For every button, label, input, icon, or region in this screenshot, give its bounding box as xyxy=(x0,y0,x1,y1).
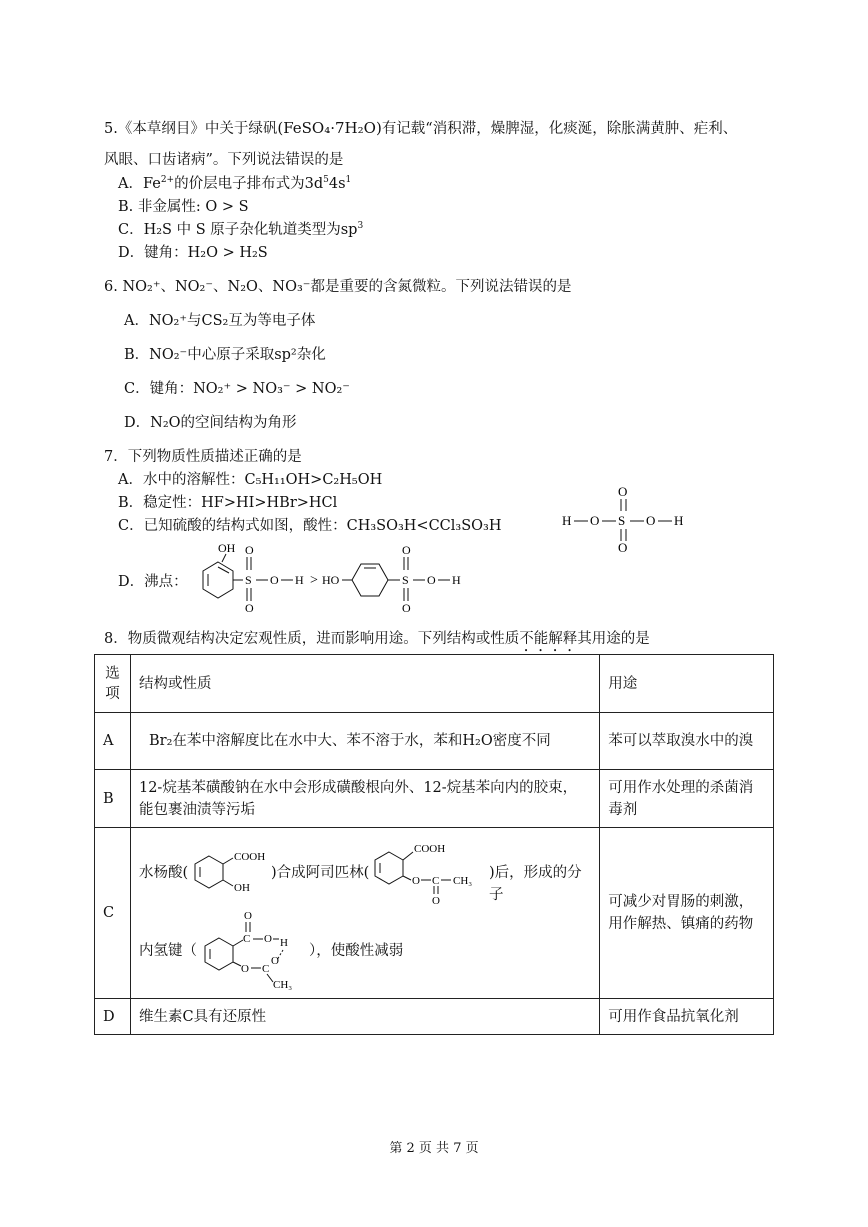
svg-text:O: O xyxy=(245,601,254,615)
q5-option-a: A．$Fe^{2+}$的价层电子排布式为$3d^54s^1$ xyxy=(118,175,352,192)
svg-text:OH: OH xyxy=(218,541,236,555)
svg-text:H: H xyxy=(562,513,572,528)
row-option: C xyxy=(95,828,131,999)
svg-text:H: H xyxy=(279,936,288,949)
svg-text:O: O xyxy=(402,543,411,557)
q8-stem: 8．物质微观结构决定宏观性质，进而影响用途。下列结构或性质不能解释其用途的是 xyxy=(104,631,650,647)
q7-option-c: C．已知硫酸的结构式如图，酸性：CH₃SO₃H<CCl₃SO₃H xyxy=(118,518,502,534)
svg-text:O: O xyxy=(646,513,656,528)
table-row xyxy=(95,713,774,770)
svg-text:H: H xyxy=(674,513,684,528)
q7-stem: 7．下列物质性质描述正确的是 xyxy=(104,449,302,465)
sulfuric-acid-structure xyxy=(560,484,700,556)
table-header-row xyxy=(95,655,774,713)
svg-text:O: O xyxy=(245,543,254,557)
svg-text:OH: OH xyxy=(233,881,250,894)
row-structure: 12-烷基苯磺酸钠在水中会形成磺酸根向外、12-烷基苯向内的胶束，能包裹油渍等污垢 xyxy=(130,770,599,828)
svg-text:O: O xyxy=(243,909,252,922)
q5-option-b: B. 非金属性: O > S xyxy=(118,199,249,215)
svg-text:O: O xyxy=(618,540,628,555)
row-use: 可用作水处理的杀菌消毒剂 xyxy=(600,770,774,828)
table-row xyxy=(95,770,774,828)
q6-option-a: A．NO₂⁺与CS₂互为等电子体 xyxy=(124,313,316,329)
row-use: 苯可以萃取溴水中的溴 xyxy=(600,713,774,770)
q6-option-c: C．键角：NO₂⁺ > NO₃⁻ > NO₂⁻ xyxy=(124,381,350,397)
q5-stem-line1: 5.《本草纲目》中关于绿矾(FeSO₄·7H₂O)有记载“消积滞，燥脾湿，化痰涎，除胀满黄肿、疟利、 xyxy=(104,119,738,137)
q7-option-b: B．稳定性：HF>HI>HBr>HCl xyxy=(118,495,338,511)
svg-text:O: O xyxy=(270,573,279,587)
svg-text:S: S xyxy=(618,513,626,528)
svg-text:O: O xyxy=(427,573,436,587)
q7-d-structures xyxy=(196,540,496,618)
row-structure: 水杨酸( COOH OH )合成阿司匹林( COOH O C CH₃ O )后，形成的分子 内氢键（ C O O H O C O CH₃ ），使酸性减弱 xyxy=(130,828,599,999)
q8-table xyxy=(94,654,774,1035)
header-option: 选 项 xyxy=(95,655,131,713)
svg-text:>: > xyxy=(310,573,318,588)
svg-text:C: C xyxy=(261,962,270,975)
q7-option-d: D．沸点： xyxy=(118,574,188,590)
row-structure: Br₂在苯中溶解度比在水中大、苯不溶于水，苯和H₂O密度不同 xyxy=(130,713,599,770)
q5-option-c: C．H₂S 中 S 原子杂化轨道类型为$sp^3$ xyxy=(118,221,364,238)
row-structure: 维生素C具有还原性 xyxy=(130,999,599,1035)
q6-stem: 6. NO₂⁺、NO₂⁻、N₂O、NO₃⁻都是重要的含氮微粒。下列说法错误的是 xyxy=(104,279,572,295)
q6-option-b: B．NO₂⁻中心原子采取sp²杂化 xyxy=(124,347,326,363)
svg-text:O: O xyxy=(240,962,249,975)
svg-text:O: O xyxy=(270,954,279,967)
svg-text:C: C xyxy=(431,874,440,887)
row-option: B xyxy=(95,770,131,828)
q5-stem-line2: 风眼、口齿诸病”。下列说法错误的是 xyxy=(104,152,344,168)
svg-text:O: O xyxy=(411,874,420,887)
svg-text:COOH: COOH xyxy=(233,850,266,863)
row-option: A xyxy=(95,713,131,770)
intramolecular-h-bond-structure xyxy=(203,908,303,990)
svg-text:HO: HO xyxy=(322,573,340,587)
row-use: 可减少对胃肠的刺激，用作解热、镇痛的药物 xyxy=(600,828,774,999)
svg-text:H: H xyxy=(295,573,304,587)
svg-text:H: H xyxy=(452,573,461,587)
svg-text:O: O xyxy=(431,894,440,906)
aspirin-structure xyxy=(373,838,485,906)
svg-text:O: O xyxy=(618,484,628,499)
header-structure: 结构或性质 xyxy=(130,655,599,713)
svg-text:COOH: COOH xyxy=(413,842,446,855)
table-row xyxy=(95,828,774,999)
q6-option-d: D．N₂O的空间结构为角形 xyxy=(124,415,297,431)
svg-text:C: C xyxy=(242,932,251,945)
svg-text:CH₃: CH₃ xyxy=(272,978,293,990)
salicylic-acid-structure xyxy=(193,846,271,896)
svg-text:O: O xyxy=(402,601,411,615)
svg-text:S: S xyxy=(402,573,409,587)
page-footer: 第 2 页 共 7 页 xyxy=(389,1141,479,1156)
row-option: D xyxy=(95,999,131,1035)
q5-option-d: D．键角：H₂O > H₂S xyxy=(118,245,268,261)
table-row xyxy=(95,999,774,1035)
header-use: 用途 xyxy=(600,655,774,713)
row-use: 可用作食品抗氧化剂 xyxy=(600,999,774,1035)
svg-text:CH₃: CH₃ xyxy=(452,874,473,887)
svg-text:O: O xyxy=(590,513,600,528)
svg-text:O: O xyxy=(263,932,272,945)
q7-option-a: A．水中的溶解性：C₅H₁₁OH>C₂H₅OH xyxy=(118,472,383,488)
svg-text:S: S xyxy=(245,573,252,587)
